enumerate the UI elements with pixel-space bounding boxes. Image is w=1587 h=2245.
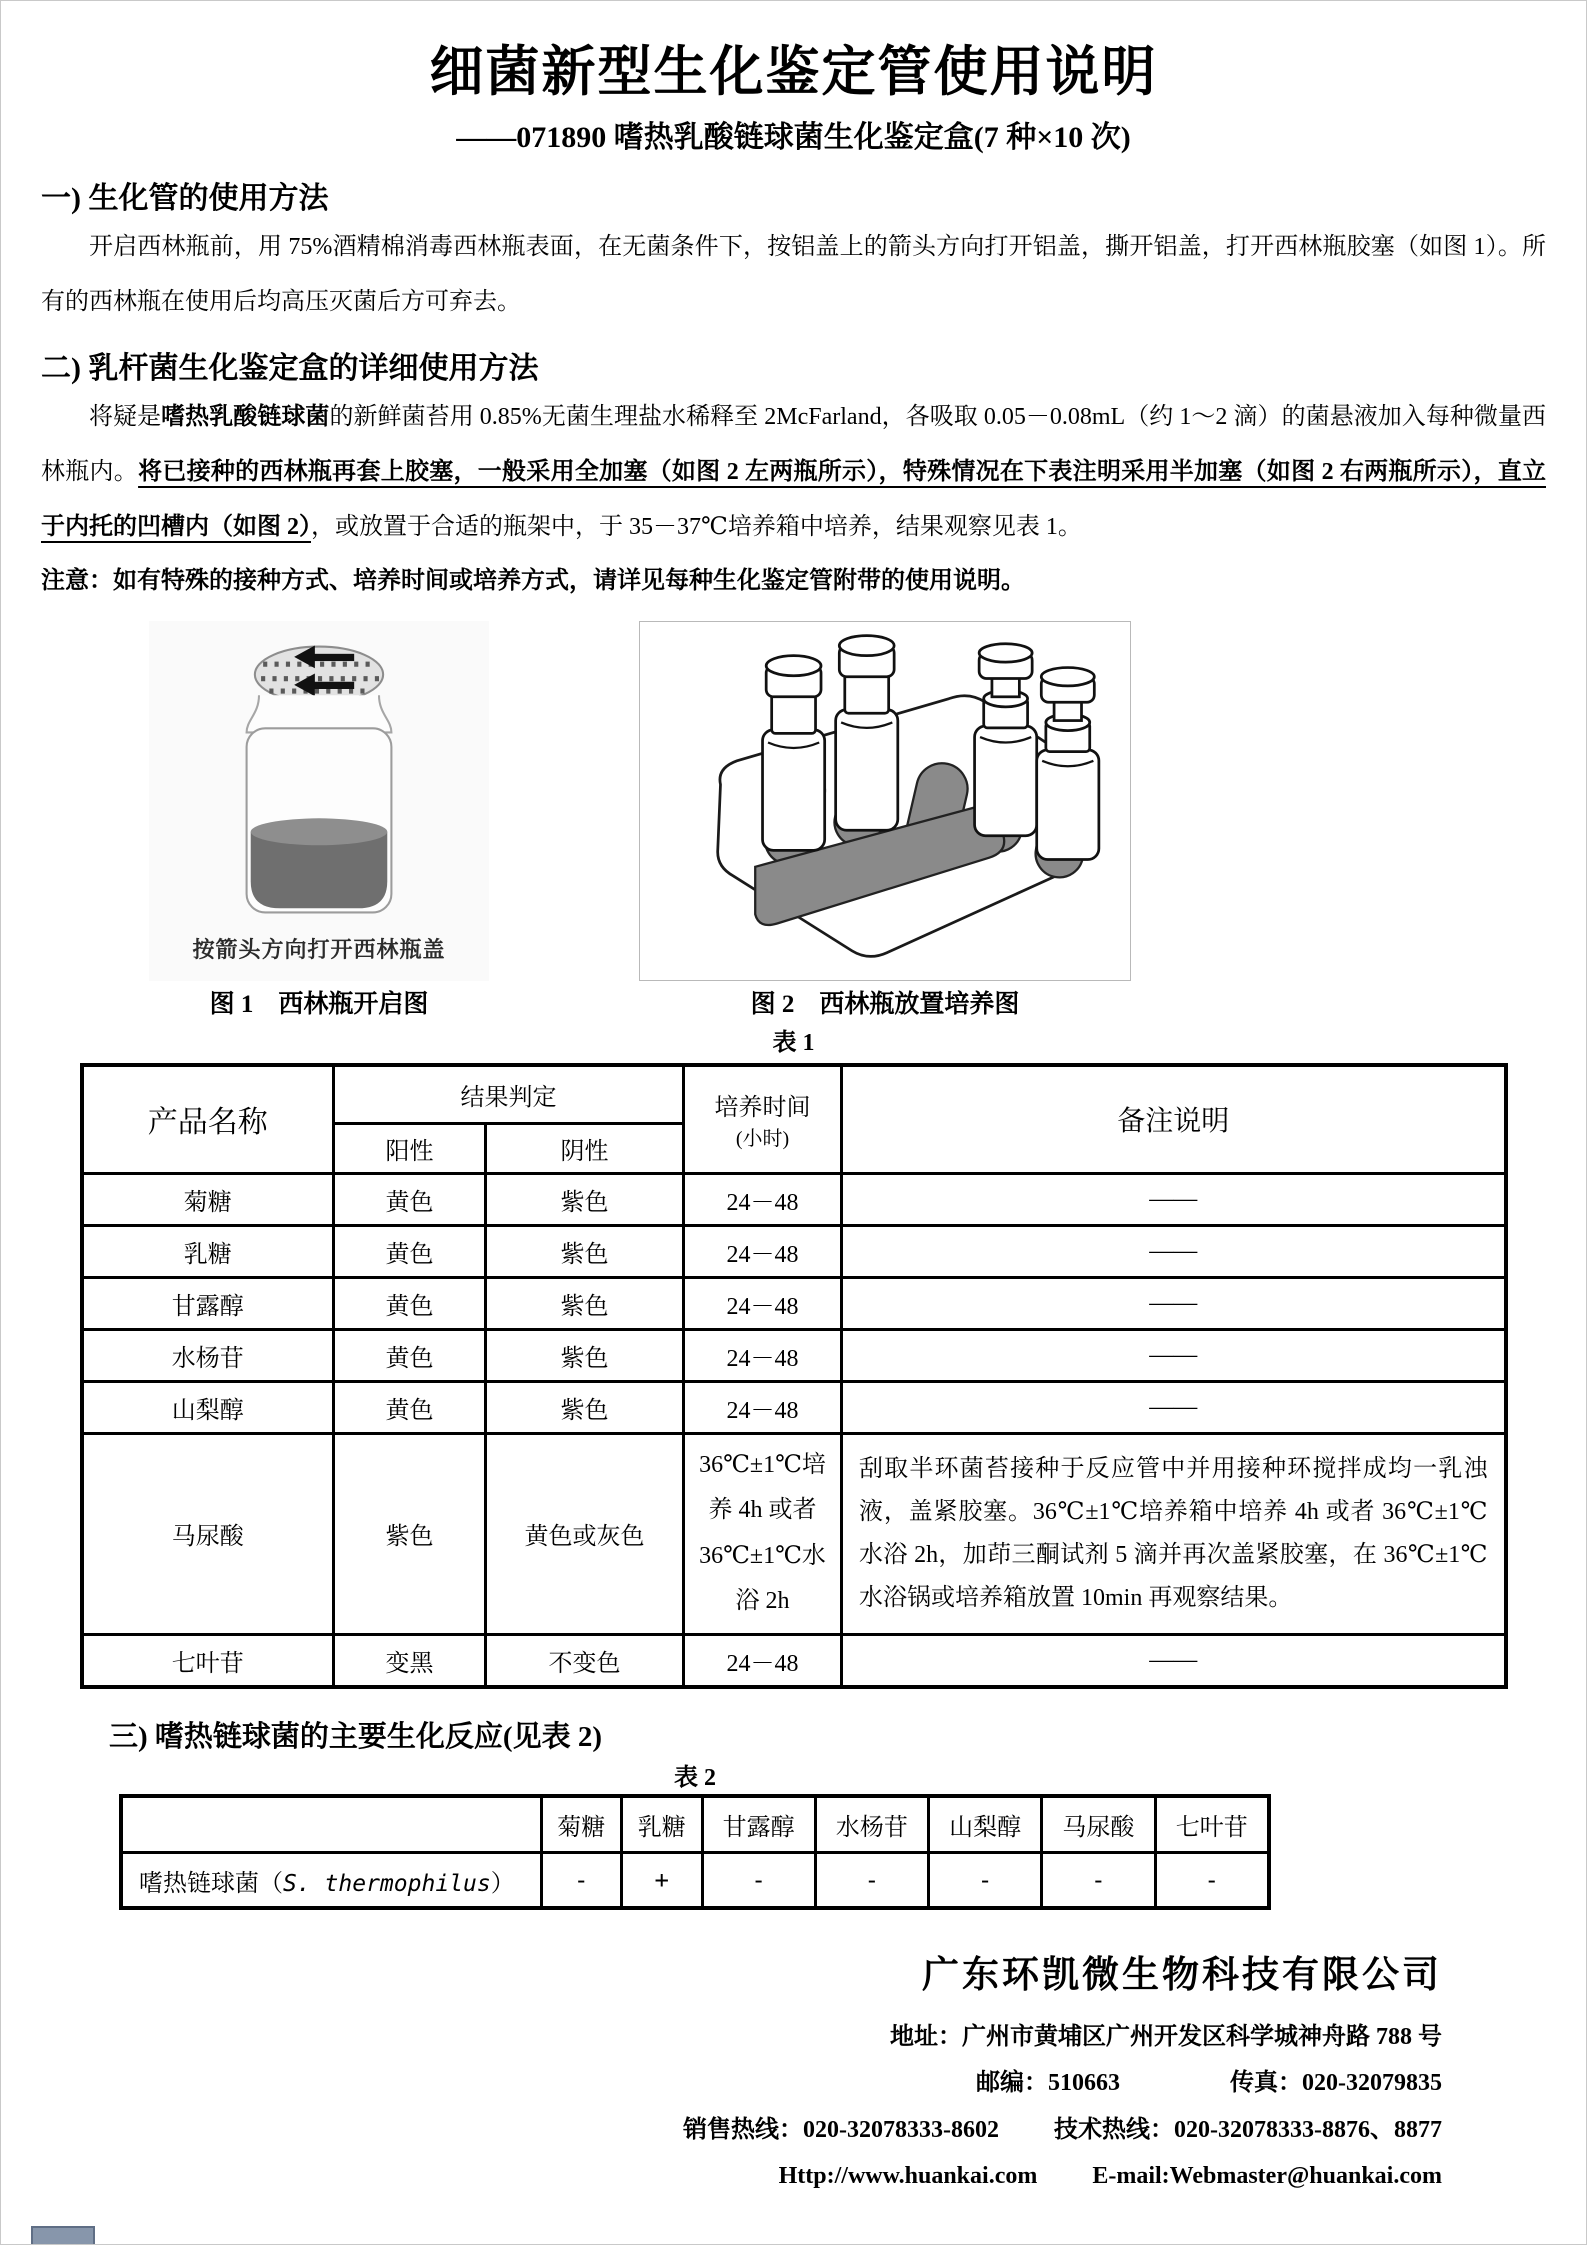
cell-positive: 黄色 [334, 1225, 486, 1277]
cell-product: 甘露醇 [82, 1277, 334, 1329]
figure2-caption: 图 2 西林瓶放置培养图 [750, 991, 1020, 1019]
table2-label: 表 2 [674, 1765, 716, 1792]
footer-web-email-line [41, 2153, 1442, 2199]
cell-time: 36℃±1℃培养 4h 或者 36℃±1℃水浴 2h [684, 1433, 842, 1634]
table2-header-col: 水杨苷 [815, 1796, 928, 1852]
figure1-caption: 图 1 西林瓶开启图 [209, 991, 429, 1019]
section2-paragraph [41, 390, 1546, 556]
cell-product: 水杨苷 [82, 1329, 334, 1381]
footer-website: Http://www.huankai.com [778, 2162, 1038, 2189]
row-label-species: S. thermophilus [283, 1870, 491, 1897]
cell-product: 山梨醇 [82, 1381, 334, 1433]
table2-header-col: 七叶苷 [1155, 1796, 1269, 1852]
s2-text-bold: 嗜热乳酸链球菌 [161, 403, 330, 430]
row-label-suffix: ） [490, 1870, 515, 1897]
cell-negative: 黄色或灰色 [486, 1433, 684, 1634]
cell-product: 乳糖 [82, 1225, 334, 1277]
table2-value: - [702, 1852, 815, 1908]
company-name: 广东环凯微生物科技有限公司 [922, 1955, 1442, 1997]
cell-remark: —— [842, 1329, 1506, 1381]
note-line: 注意：如有特殊的接种方式、培养时间或培养方式，请详见每种生化鉴定管附带的使用说明。 [41, 568, 1025, 595]
cell-positive: 变黑 [334, 1635, 486, 1687]
table2-header-col: 甘露醇 [702, 1796, 815, 1852]
cell-positive: 黄色 [334, 1329, 486, 1381]
cell-negative: 不变色 [486, 1635, 684, 1687]
table2-value: + [622, 1852, 703, 1908]
vial-full-stopper-2 [836, 636, 898, 831]
cell-negative: 紫色 [486, 1173, 684, 1225]
s2-text-bold-underline: 将已接种的西林瓶再套上胶塞，一般采用全加塞（如图 2 左两瓶所示），特殊情况在下表注明采用半加塞（如图 2 右两瓶所示），直立于内托的凹槽内（如图 2） [41, 459, 1546, 541]
cell-time: 24－48 [684, 1381, 842, 1433]
table2-header-row [121, 1796, 1269, 1852]
table1-header-negative: 阴性 [486, 1123, 684, 1173]
cell-product: 马尿酸 [82, 1433, 334, 1634]
table-row [82, 1635, 1506, 1687]
cell-negative: 紫色 [486, 1381, 684, 1433]
cell-negative: 紫色 [486, 1225, 684, 1277]
s2-text-3: ，或放置于合适的瓶架中，于 35－37℃培养箱中培养，结果观察见表 1。 [311, 514, 1082, 541]
section1-heading: 一) 生化管的使用方法 [41, 181, 329, 215]
figure2-rack-panel [639, 621, 1131, 981]
table-row [82, 1433, 1506, 1634]
vial-rack-figure [650, 631, 1120, 971]
bottom-left-fragment [31, 2226, 95, 2244]
page-subtitle: ——071890 嗜热乳酸链球菌生化鉴定盒(7 种×10 次) [456, 120, 1131, 154]
footer-block [41, 1952, 1546, 2198]
cell-negative: 紫色 [486, 1329, 684, 1381]
section3-heading: 三) 嗜热链球菌的主要生化反应(见表 2) [109, 1720, 602, 1753]
vial-open-figure [194, 629, 444, 929]
table2-value: - [1042, 1852, 1155, 1908]
table1-header-time-line2: (小时) [735, 1128, 790, 1151]
page-title: 细菌新型生化鉴定管使用说明 [429, 42, 1158, 102]
cell-positive: 黄色 [334, 1173, 486, 1225]
table1-header-result: 结果判定 [334, 1065, 684, 1123]
footer-tech-hotline: 技术热线：020-32078333-8876、8877 [1054, 2116, 1442, 2143]
cell-time: 24－48 [684, 1277, 842, 1329]
vial-full-stopper-1 [763, 656, 825, 851]
footer-address-line: 地址：广州市黄埔区广州开发区科学城神舟路 788 号 [890, 2024, 1442, 2051]
table1-header-time-line1: 培养时间 [714, 1095, 811, 1122]
table-row [82, 1225, 1506, 1277]
cell-remark: —— [842, 1225, 1506, 1277]
s2-text-2: 的新鲜菌苔用 0.85%无菌生理盐水稀释至 2McFarland，各吸取 0.05－0.08mL（约 1～2 滴）的菌悬液加入每种微量西林瓶内。 [41, 403, 1547, 486]
table-row [82, 1329, 1506, 1381]
table1-header-product: 产品名称 [82, 1065, 334, 1173]
table2-reactions [119, 1794, 1271, 1910]
cell-remark: 刮取半环菌苔接种于反应管中并用接种环搅拌成均一乳浊液，盖紧胶塞。36℃±1℃培养箱中培养 4h 或者 36℃±1℃水浴 2h，加茚三酮试剂 5 滴并再次盖紧胶塞，在 36℃±1℃水浴锅或培养箱放置 10min 再观察结果。 [842, 1433, 1506, 1634]
table2-data-row [121, 1852, 1269, 1908]
figures-row [41, 621, 1546, 981]
row-label-prefix: 嗜热链球菌（ [139, 1870, 283, 1897]
table2-header-col: 山梨醇 [929, 1796, 1042, 1852]
table2-value: - [1155, 1852, 1269, 1908]
table1-header-time [684, 1065, 842, 1173]
table1-label: 表 1 [772, 1029, 815, 1056]
table1-header-row-1 [82, 1065, 1506, 1123]
cell-remark: —— [842, 1277, 1506, 1329]
table2-header-empty [121, 1796, 541, 1852]
cell-positive: 紫色 [334, 1433, 486, 1634]
table2-header-col: 乳糖 [622, 1796, 703, 1852]
cell-product: 菊糖 [82, 1173, 334, 1225]
figure-captions-row [41, 989, 1546, 1022]
cell-remark: —— [842, 1173, 1506, 1225]
cell-time: 24－48 [684, 1173, 842, 1225]
cell-time: 24－48 [684, 1635, 842, 1687]
footer-email: E-mail:Webmaster@huankai.com [1092, 2162, 1442, 2189]
table-row [82, 1173, 1506, 1225]
figure1-inner-caption: 按箭头方向打开西林瓶盖 [192, 937, 446, 963]
table2-header-col: 菊糖 [541, 1796, 622, 1852]
footer-fax: 传真：020-32079835 [1230, 2070, 1442, 2097]
table1-header-positive: 阳性 [334, 1123, 486, 1173]
section2-heading: 二) 乳杆菌生化鉴定盒的详细使用方法 [41, 351, 539, 385]
cell-time: 24－48 [684, 1225, 842, 1277]
table2-value: - [929, 1852, 1042, 1908]
table2-row-label [121, 1852, 541, 1908]
table-row [82, 1277, 1506, 1329]
cell-time: 24－48 [684, 1329, 842, 1381]
table1-results [80, 1063, 1508, 1688]
cell-positive: 黄色 [334, 1277, 486, 1329]
cell-negative: 紫色 [486, 1277, 684, 1329]
section1-paragraph: 开启西林瓶前，用 75%酒精棉消毒西林瓶表面，在无菌条件下，按铝盖上的箭头方向打开铝盖，撕开铝盖，打开西林瓶胶塞（如图 1）。所有的西林瓶在使用后均高压灭菌后方可弃去。 [41, 233, 1546, 315]
footer-hotlines-line [41, 2107, 1442, 2153]
footer-zip: 邮编：510663 [976, 2070, 1120, 2097]
table2-value: - [815, 1852, 928, 1908]
s2-text-1: 将疑是 [89, 403, 162, 430]
footer-sales-hotline: 销售热线：020-32078333-8602 [683, 2116, 1000, 2143]
cell-remark: —— [842, 1381, 1506, 1433]
table2-wrapper [119, 1763, 1271, 1910]
figure1-vial-panel [149, 621, 489, 981]
table1-header-remark: 备注说明 [842, 1065, 1506, 1173]
cell-remark: —— [842, 1635, 1506, 1687]
table2-header-col: 马尿酸 [1042, 1796, 1155, 1852]
table-row [82, 1381, 1506, 1433]
vial-half-stopper-1 [975, 644, 1037, 836]
footer-zip-fax-line [41, 2060, 1442, 2106]
cell-product: 七叶苷 [82, 1635, 334, 1687]
cell-positive: 黄色 [334, 1381, 486, 1433]
table2-value: - [541, 1852, 622, 1908]
vial-half-stopper-2 [1037, 668, 1099, 860]
